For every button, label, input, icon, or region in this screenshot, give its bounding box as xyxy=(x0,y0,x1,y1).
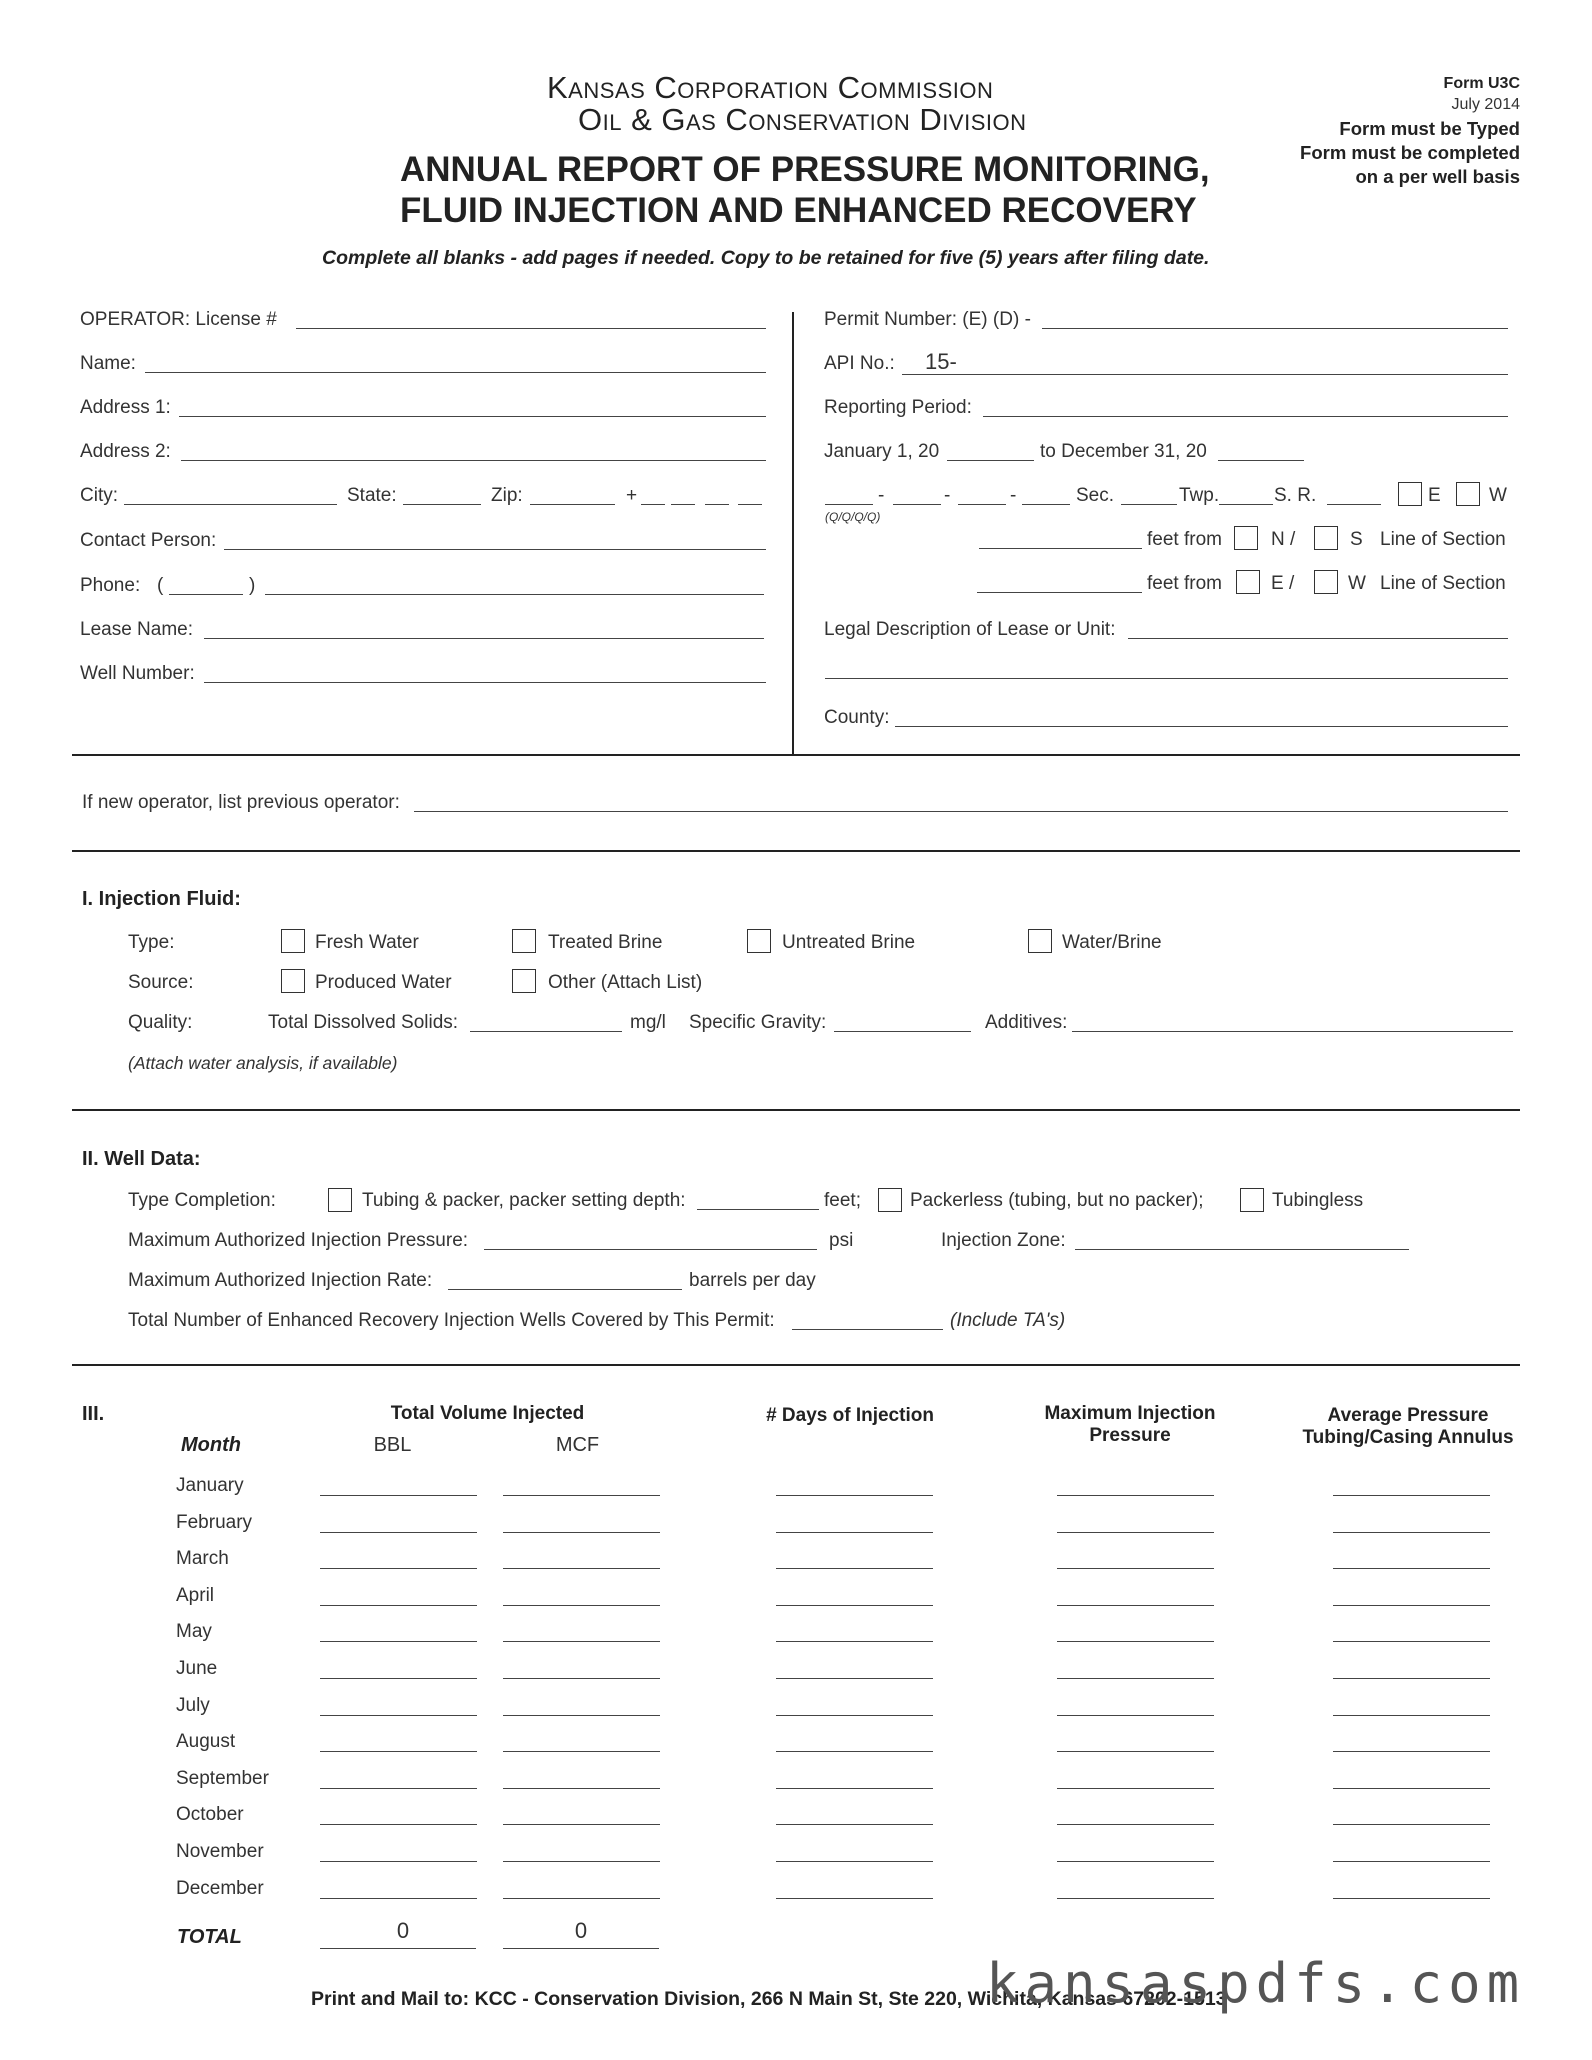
mgl-unit: mg/l xyxy=(630,1012,666,1033)
name-field[interactable] xyxy=(145,372,766,373)
injection-zone-field[interactable] xyxy=(1075,1249,1409,1250)
feet-unit: feet; xyxy=(824,1190,861,1211)
total-wells-field[interactable] xyxy=(792,1329,943,1330)
total-bbl-field[interactable] xyxy=(320,1948,476,1949)
total-wells-label: Total Number of Enhanced Recovery Injection Wells Covered by This Permit: xyxy=(128,1310,775,1331)
range-field[interactable] xyxy=(1327,504,1381,505)
zip-plus: + xyxy=(626,485,638,506)
month-label: March xyxy=(176,1548,229,1569)
mcf-field[interactable] xyxy=(503,1751,660,1752)
permit-number-field[interactable] xyxy=(1042,328,1508,329)
range-east-label: E xyxy=(1428,485,1441,506)
bbl-field[interactable] xyxy=(320,1751,477,1752)
total-mcf-value[interactable]: 0 xyxy=(574,1918,588,1943)
qq-field-1[interactable] xyxy=(825,504,873,505)
other-source-checkbox[interactable] xyxy=(512,969,536,993)
divider-1 xyxy=(72,754,1520,756)
month-label: November xyxy=(176,1841,264,1862)
period-end-label: to December 31, 20 xyxy=(1040,441,1207,462)
max-pressure-field[interactable] xyxy=(1057,1605,1214,1606)
zip4-digit-3[interactable] xyxy=(705,504,729,505)
bbl-field[interactable] xyxy=(320,1788,477,1789)
phone-number-field[interactable] xyxy=(265,594,764,595)
month-label: January xyxy=(176,1475,244,1496)
packer-depth-field[interactable] xyxy=(697,1209,819,1210)
days-field[interactable] xyxy=(776,1678,933,1679)
watermark: kansaspdfs.com xyxy=(986,1952,1526,2015)
avg-pressure-field[interactable] xyxy=(1333,1495,1490,1496)
lease-name-field[interactable] xyxy=(204,638,764,639)
period-start-label: January 1, 20 xyxy=(824,441,940,462)
license-field[interactable] xyxy=(296,328,766,329)
water-brine-label: Water/Brine xyxy=(1062,932,1162,953)
max-pressure-field[interactable] xyxy=(1057,1898,1214,1899)
avg-pressure-field[interactable] xyxy=(1333,1788,1490,1789)
fluid-type-label: Type: xyxy=(128,932,175,953)
previous-operator-label: If new operator, list previous operator: xyxy=(82,792,400,813)
mcf-field[interactable] xyxy=(503,1715,660,1716)
qq-dash-3: - xyxy=(1010,485,1017,506)
mcf-field[interactable] xyxy=(503,1605,660,1606)
tds-label: Total Dissolved Solids: xyxy=(268,1012,459,1033)
contact-label: Contact Person: xyxy=(80,530,217,551)
month-label: June xyxy=(176,1658,218,1679)
total-bbl-value[interactable]: 0 xyxy=(396,1918,410,1943)
attach-analysis-note: (Attach water analysis, if available) xyxy=(128,1053,398,1073)
days-field[interactable] xyxy=(776,1751,933,1752)
bbl-field[interactable] xyxy=(320,1678,477,1679)
sec-field[interactable] xyxy=(1121,504,1177,505)
license-label: OPERATOR: License # xyxy=(80,309,277,330)
days-field[interactable] xyxy=(776,1788,933,1789)
bbl-field[interactable] xyxy=(320,1715,477,1716)
well-number-field[interactable] xyxy=(204,682,766,683)
bbl-field[interactable] xyxy=(320,1532,477,1533)
treated-brine-label: Treated Brine xyxy=(548,932,663,953)
avg-pressure-field[interactable] xyxy=(1333,1824,1490,1825)
max-injection-header-2: Pressure xyxy=(1089,1425,1171,1446)
qq-dash-1: - xyxy=(878,485,885,506)
state-label: State: xyxy=(347,485,397,506)
api-field[interactable] xyxy=(902,374,1508,375)
mcf-field[interactable] xyxy=(503,1788,660,1789)
zip4-digit-2[interactable] xyxy=(671,504,695,505)
treated-brine-checkbox[interactable] xyxy=(512,929,536,953)
avg-pressure-field[interactable] xyxy=(1333,1751,1490,1752)
month-label: April xyxy=(176,1585,215,1606)
days-field[interactable] xyxy=(776,1605,933,1606)
mcf-field[interactable] xyxy=(503,1641,660,1642)
qq-note: (Q/Q/Q/Q) xyxy=(825,510,881,524)
fresh-water-checkbox[interactable] xyxy=(281,929,305,953)
west-checkbox[interactable] xyxy=(1314,570,1338,594)
bbl-field[interactable] xyxy=(320,1641,477,1642)
permit-number-label: Permit Number: (E) (D) - xyxy=(824,309,1031,330)
mcf-field[interactable] xyxy=(503,1495,660,1496)
barrels-unit: barrels per day xyxy=(689,1270,816,1291)
phone-paren-close: ) xyxy=(249,575,256,596)
total-label: TOTAL xyxy=(177,1926,242,1948)
twp-label: Twp. xyxy=(1179,485,1220,506)
additives-label: Additives: xyxy=(985,1012,1068,1033)
total-volume-header: Total Volume Injected xyxy=(390,1403,585,1424)
month-label: October xyxy=(176,1804,244,1825)
west-label: W xyxy=(1348,573,1366,594)
qq-dash-2: - xyxy=(944,485,951,506)
form-id: Form U3C xyxy=(1443,75,1520,92)
avg-pressure-field[interactable] xyxy=(1333,1861,1490,1862)
county-label: County: xyxy=(824,707,890,728)
month-label: May xyxy=(176,1621,212,1642)
phone-label: Phone: xyxy=(80,575,141,596)
city-field[interactable] xyxy=(124,504,337,505)
form-title-line-2: FLUID INJECTION AND ENHANCED RECOVERY xyxy=(400,191,1197,230)
additives-field[interactable] xyxy=(1072,1031,1513,1032)
column-divider xyxy=(792,312,794,754)
agency-line-1: Kansas Corporation Commission xyxy=(547,70,994,105)
well-number-label: Well Number: xyxy=(80,663,195,684)
instructions: Complete all blanks - add pages if needed. Copy to be retained for five (5) years after filing date. xyxy=(322,247,1210,269)
max-pressure-field[interactable] xyxy=(1057,1751,1214,1752)
days-field[interactable] xyxy=(776,1641,933,1642)
feet-from-ew-label: feet from xyxy=(1147,573,1222,594)
untreated-brine-label: Untreated Brine xyxy=(782,932,916,953)
legal-description-field-1[interactable] xyxy=(1128,638,1508,639)
county-field[interactable] xyxy=(895,726,1508,727)
sec-label: Sec. xyxy=(1076,485,1115,506)
mcf-field[interactable] xyxy=(503,1568,660,1569)
section-2-title: II. Well Data: xyxy=(82,1148,201,1170)
tubingless-label: Tubingless xyxy=(1272,1190,1364,1211)
avg-pressure-header-2: Tubing/Casing Annulus xyxy=(1302,1427,1514,1448)
south-label: S xyxy=(1350,529,1363,550)
specific-gravity-label: Specific Gravity: xyxy=(689,1012,827,1033)
quality-label: Quality: xyxy=(128,1012,193,1033)
mcf-header: MCF xyxy=(555,1434,600,1456)
qq-field-3[interactable] xyxy=(958,504,1006,505)
month-label: September xyxy=(176,1768,269,1789)
line-of-section-ns: Line of Section xyxy=(1380,529,1506,550)
days-field[interactable] xyxy=(776,1532,933,1533)
form-note-completed: Form must be completed xyxy=(1300,142,1520,163)
max-injection-header-1: Maximum Injection xyxy=(1044,1403,1216,1424)
lease-name-label: Lease Name: xyxy=(80,619,194,640)
range-west-label: W xyxy=(1489,485,1507,506)
month-label: July xyxy=(176,1695,210,1716)
avg-pressure-field[interactable] xyxy=(1333,1678,1490,1679)
legal-description-label: Legal Description of Lease or Unit: xyxy=(824,619,1116,640)
bbl-field[interactable] xyxy=(320,1495,477,1496)
east-label: E / xyxy=(1271,573,1295,594)
feet-from-ns-label: feet from xyxy=(1147,529,1222,550)
reporting-period-label: Reporting Period: xyxy=(824,397,972,418)
divider-4 xyxy=(72,1364,1520,1366)
type-completion-label: Type Completion: xyxy=(128,1190,276,1211)
avg-pressure-header-1: Average Pressure xyxy=(1327,1405,1489,1426)
line-of-section-ew: Line of Section xyxy=(1380,573,1506,594)
mcf-field[interactable] xyxy=(503,1861,660,1862)
period-start-year-field[interactable] xyxy=(947,460,1034,461)
days-field[interactable] xyxy=(776,1715,933,1716)
bbl-field[interactable] xyxy=(320,1605,477,1606)
previous-operator-field[interactable] xyxy=(414,811,1508,812)
bbl-field[interactable] xyxy=(320,1898,477,1899)
month-label: December xyxy=(176,1878,264,1899)
mcf-field[interactable] xyxy=(503,1824,660,1825)
mcf-field[interactable] xyxy=(503,1678,660,1679)
injection-zone-label: Injection Zone: xyxy=(941,1230,1066,1251)
max-rate-field[interactable] xyxy=(448,1289,682,1290)
avg-pressure-field[interactable] xyxy=(1333,1532,1490,1533)
include-ta-note: (Include TA's) xyxy=(950,1310,1066,1331)
phone-area-code-field[interactable] xyxy=(169,594,243,595)
bbl-field[interactable] xyxy=(320,1824,477,1825)
psi-unit: psi xyxy=(829,1230,854,1251)
produced-water-checkbox[interactable] xyxy=(281,969,305,993)
phone-paren-open: ( xyxy=(157,575,164,596)
agency-line-2: Oil & Gas Conservation Division xyxy=(578,102,1027,137)
untreated-brine-checkbox[interactable] xyxy=(747,929,771,953)
tubingless-checkbox[interactable] xyxy=(1240,1188,1264,1212)
range-west-checkbox[interactable] xyxy=(1456,482,1480,506)
contact-field[interactable] xyxy=(224,549,766,550)
north-checkbox[interactable] xyxy=(1234,526,1258,550)
state-field[interactable] xyxy=(403,504,481,505)
max-pressure-field[interactable] xyxy=(1057,1788,1214,1789)
max-pressure-field[interactable] xyxy=(1057,1568,1214,1569)
reporting-period-field[interactable] xyxy=(983,416,1508,417)
east-checkbox[interactable] xyxy=(1236,570,1260,594)
days-field[interactable] xyxy=(776,1824,933,1825)
avg-pressure-field[interactable] xyxy=(1333,1568,1490,1569)
days-header: # Days of Injection xyxy=(766,1405,934,1426)
address1-field[interactable] xyxy=(179,416,766,417)
max-pressure-field[interactable] xyxy=(1057,1532,1214,1533)
division-name xyxy=(578,102,1026,138)
north-label: N / xyxy=(1271,529,1296,550)
mcf-field[interactable] xyxy=(503,1898,660,1899)
range-east-checkbox[interactable] xyxy=(1398,482,1422,506)
api-label: API No.: xyxy=(824,353,895,374)
address2-label: Address 2: xyxy=(80,441,171,462)
qq-field-4[interactable] xyxy=(1022,504,1070,505)
max-pressure-field[interactable] xyxy=(1057,1495,1214,1496)
month-label: February xyxy=(176,1512,253,1533)
city-label: City: xyxy=(80,485,118,506)
max-rate-label: Maximum Authorized Injection Rate: xyxy=(128,1270,433,1291)
qq-field-2[interactable] xyxy=(893,504,941,505)
packerless-checkbox[interactable] xyxy=(878,1188,902,1212)
form-date: July 2014 xyxy=(1451,96,1520,113)
tds-field[interactable] xyxy=(470,1031,622,1032)
max-pressure-field[interactable] xyxy=(484,1249,817,1250)
days-field[interactable] xyxy=(776,1568,933,1569)
avg-pressure-field[interactable] xyxy=(1333,1898,1490,1899)
mcf-field[interactable] xyxy=(503,1532,660,1533)
section-3-title: III. xyxy=(82,1403,105,1425)
other-source-label: Other (Attach List) xyxy=(548,972,703,993)
feet-ns-field[interactable] xyxy=(979,548,1142,549)
s-r-label: S. R. xyxy=(1274,485,1317,506)
mailing-address: Print and Mail to: KCC - Conservation Division, 266 N Main St, Ste 220, Wichita, Kansas 67202-1513 xyxy=(311,1988,1227,2010)
agency-name xyxy=(547,70,993,106)
max-pressure-field[interactable] xyxy=(1057,1824,1214,1825)
total-mcf-field[interactable] xyxy=(503,1948,659,1949)
zip-field[interactable] xyxy=(530,504,615,505)
avg-pressure-field[interactable] xyxy=(1333,1715,1490,1716)
bbl-header: BBL xyxy=(373,1434,412,1456)
max-pressure-label: Maximum Authorized Injection Pressure: xyxy=(128,1230,469,1251)
zip4-digit-1[interactable] xyxy=(641,504,665,505)
max-pressure-field[interactable] xyxy=(1057,1678,1214,1679)
form-note-per-well: on a per well basis xyxy=(1355,166,1520,187)
fluid-source-label: Source: xyxy=(128,972,194,993)
bbl-field[interactable] xyxy=(320,1861,477,1862)
month-header: Month xyxy=(181,1434,241,1456)
south-checkbox[interactable] xyxy=(1314,526,1338,550)
form-note-typed: Form must be Typed xyxy=(1339,118,1520,139)
name-label: Name: xyxy=(80,353,136,374)
max-pressure-field[interactable] xyxy=(1057,1715,1214,1716)
form-title-line-1: ANNUAL REPORT OF PRESSURE MONITORING, xyxy=(400,150,1210,189)
divider-2 xyxy=(72,850,1520,852)
produced-water-label: Produced Water xyxy=(315,972,452,993)
bbl-field[interactable] xyxy=(320,1568,477,1569)
api-value[interactable]: 15- xyxy=(925,349,957,374)
packerless-label: Packerless (tubing, but no packer); xyxy=(910,1190,1204,1211)
month-label: August xyxy=(176,1731,236,1752)
tubing-packer-label: Tubing & packer, packer setting depth: xyxy=(362,1190,686,1211)
specific-gravity-field[interactable] xyxy=(834,1031,971,1032)
avg-pressure-field[interactable] xyxy=(1333,1641,1490,1642)
days-field[interactable] xyxy=(776,1495,933,1496)
zip-label: Zip: xyxy=(491,485,523,506)
feet-ew-field[interactable] xyxy=(977,592,1142,593)
divider-3 xyxy=(72,1109,1520,1111)
days-field[interactable] xyxy=(776,1861,933,1862)
section-1-title: I. Injection Fluid: xyxy=(82,888,241,910)
avg-pressure-field[interactable] xyxy=(1333,1605,1490,1606)
max-pressure-field[interactable] xyxy=(1057,1861,1214,1862)
period-end-year-field[interactable] xyxy=(1218,460,1304,461)
legal-description-field-2[interactable] xyxy=(825,678,1508,679)
address1-label: Address 1: xyxy=(80,397,171,418)
twp-field[interactable] xyxy=(1219,504,1273,505)
water-brine-checkbox[interactable] xyxy=(1028,929,1052,953)
zip4-digit-4[interactable] xyxy=(738,504,762,505)
max-pressure-field[interactable] xyxy=(1057,1641,1214,1642)
fresh-water-label: Fresh Water xyxy=(315,932,419,953)
tubing-packer-checkbox[interactable] xyxy=(328,1188,352,1212)
days-field[interactable] xyxy=(776,1898,933,1899)
address2-field[interactable] xyxy=(181,460,766,461)
